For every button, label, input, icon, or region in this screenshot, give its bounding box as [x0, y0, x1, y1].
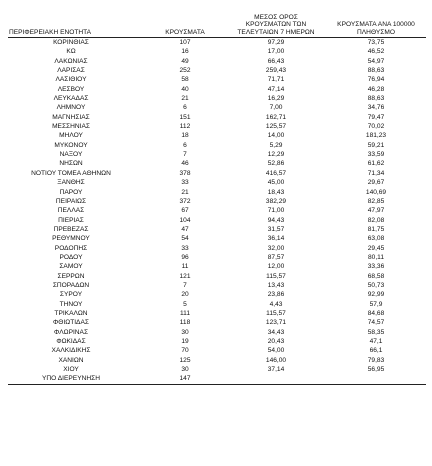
region-cell: ΠΙΕΡΙΑΣ [58, 216, 84, 224]
per100k-cell: 79,83 [367, 356, 385, 364]
table-row [8, 131, 426, 140]
per100k-cell: 181,23 [365, 132, 387, 140]
avg7-cell: 416,57 [265, 169, 287, 177]
header-avg7-line2: ΚΡΟΥΣΜΑΤΩΝ ΤΩΝ [245, 21, 307, 29]
per100k-cell: 29,67 [367, 179, 385, 187]
cases-cell: 372 [179, 197, 191, 205]
per100k-cell: 79,47 [367, 113, 385, 121]
avg7-cell: 23,86 [267, 291, 285, 299]
per100k-cell: 47,97 [367, 207, 385, 215]
per100k-cell: 50,73 [367, 281, 385, 289]
per100k-cell: 33,59 [367, 151, 385, 159]
region-cell: ΤΗΝΟΥ [59, 300, 83, 308]
table-row [8, 346, 426, 355]
region-cell: ΛΕΣΒΟΥ [57, 85, 85, 93]
per100k-cell: 88,63 [367, 95, 385, 103]
avg7-cell: 32,00 [267, 244, 285, 252]
avg7-cell: 14,00 [267, 132, 285, 140]
cases-cell: 46 [181, 160, 189, 168]
table-row [8, 94, 426, 103]
header-cases-label: ΚΡΟΥΣΜΑΤΑ [165, 28, 205, 36]
header-avg7 [226, 0, 326, 38]
per100k-cell: 57,9 [369, 300, 383, 308]
avg7-cell: 17,00 [267, 48, 285, 56]
per100k-cell: 56,95 [367, 366, 385, 374]
region-cell: ΣΕΡΡΩΝ [57, 272, 85, 280]
cases-cell: 111 [179, 309, 191, 317]
table-row [8, 197, 426, 206]
header-per100k-line2: ΠΛΗΘΥΣΜΟ [357, 28, 395, 36]
region-cell: ΠΕΙΡΑΙΩΣ [55, 197, 87, 205]
region-cell: ΣΥΡΟΥ [59, 291, 83, 299]
region-cell: ΦΩΚΙΔΑΣ [56, 338, 86, 345]
table-row [8, 113, 426, 122]
table-row [8, 75, 426, 84]
region-cell: ΜΕΣΣΗΝΙΑΣ [52, 123, 90, 131]
table-row [8, 281, 426, 290]
avg7-cell: 13,43 [267, 281, 285, 289]
avg7-cell: 47,14 [267, 85, 285, 93]
per100k-cell: 46,28 [367, 85, 385, 93]
region-cell: ΤΡΙΚΑΛΩΝ [54, 309, 88, 317]
avg7-cell: 115,57 [266, 309, 286, 317]
header-per100k [326, 0, 426, 38]
per100k-cell: 63,08 [367, 235, 385, 243]
region-cell: ΝΑΞΟΥ [59, 151, 83, 159]
cases-table [8, 0, 426, 385]
avg7-cell: 37,14 [267, 366, 285, 374]
region-cell: ΣΠΟΡΑΔΩΝ [52, 281, 90, 289]
region-cell: ΧΑΛΚΙΔΙΚΗΣ [51, 347, 91, 355]
header-region [8, 0, 144, 38]
table-row [8, 66, 426, 75]
table-header [8, 0, 426, 38]
cases-cell: 58 [181, 76, 189, 84]
cases-cell: 70 [181, 347, 189, 355]
region-cell: ΝΗΣΩΝ [59, 160, 83, 168]
cases-cell: 378 [179, 169, 191, 177]
cases-cell: 6 [183, 104, 187, 112]
avg7-cell: 71,71 [267, 76, 285, 84]
table-row [8, 206, 426, 215]
table-row [8, 244, 426, 253]
per100k-cell: 84,68 [367, 309, 385, 317]
table-row [8, 38, 426, 48]
cases-cell: 107 [179, 39, 191, 46]
per100k-cell: 33,36 [367, 263, 385, 271]
header-region-label: ΠΕΡΙΦΕΡΕΙΑΚΗ ΕΝΟΤΗΤΑ [9, 28, 92, 36]
cases-cell: 96 [181, 253, 189, 261]
avg7-cell: 45,00 [267, 179, 285, 187]
region-cell: ΞΑΝΘΗΣ [57, 179, 85, 187]
region-cell: ΛΑΡΙΣΑΣ [57, 67, 85, 75]
region-cell: ΛΕΥΚΑΔΑΣ [53, 95, 89, 103]
per100k-cell: 82,85 [367, 197, 385, 205]
region-cell: ΛΑΣΙΘΙΟΥ [55, 76, 87, 84]
table-row [8, 272, 426, 281]
region-cell: ΜΥΚΟΝΟΥ [54, 141, 88, 149]
cases-cell: 30 [181, 366, 189, 374]
cases-cell: 67 [181, 207, 189, 215]
table-row [8, 169, 426, 178]
region-cell: ΧΙΟΥ [63, 366, 79, 374]
per100k-cell: 76,94 [367, 76, 385, 84]
table-row [8, 374, 426, 384]
cases-cell: 7 [183, 281, 187, 289]
avg7-cell: 34,43 [267, 328, 285, 336]
per100k-cell: 81,75 [367, 225, 385, 233]
header-per100k-line1: ΚΡΟΥΣΜΑΤΑ ΑΝΑ 100000 [337, 21, 415, 29]
per100k-cell: 29,45 [367, 244, 385, 252]
cases-cell: 20 [181, 291, 189, 299]
avg7-cell: 54,00 [267, 347, 285, 355]
table-row [8, 318, 426, 327]
avg7-cell: 97,29 [267, 39, 285, 46]
per100k-cell: 80,11 [367, 253, 384, 261]
avg7-cell: 5,29 [269, 141, 283, 149]
region-cell: ΛΑΚΩΝΙΑΣ [54, 57, 88, 65]
cases-cell: 21 [181, 95, 189, 103]
avg7-cell: 12,29 [267, 151, 285, 159]
avg7-cell: 12,00 [267, 263, 285, 271]
cases-cell: 121 [179, 272, 191, 280]
region-cell: ΧΑΝΙΩΝ [58, 356, 84, 364]
avg7-cell: 123,71 [265, 319, 287, 327]
region-cell: ΚΩ [66, 48, 76, 56]
avg7-cell: 382,29 [265, 197, 287, 205]
table-row [8, 290, 426, 299]
cases-cell: 47 [181, 225, 189, 233]
cases-cell: 151 [179, 113, 191, 121]
cases-cell: 30 [181, 328, 189, 336]
per100k-cell: 47,1 [369, 338, 383, 345]
header-avg7-line3: ΤΕΛΕΥΤΑΙΩΝ 7 ΗΜΕΡΩΝ [237, 28, 315, 36]
avg7-cell: 18,43 [267, 188, 285, 196]
cases-cell: 6 [183, 141, 187, 149]
table-row [8, 337, 426, 346]
cases-cell: 252 [179, 67, 191, 75]
per100k-cell: 73,75 [367, 39, 385, 46]
per100k-cell: 34,76 [367, 104, 385, 112]
region-cell: ΜΗΛΟΥ [59, 132, 83, 140]
cases-cell: 5 [183, 300, 187, 308]
table-row [8, 365, 426, 374]
cases-cell: 7 [183, 151, 187, 159]
table-row [8, 328, 426, 337]
region-cell: ΚΟΡΙΝΘΙΑΣ [53, 39, 89, 46]
avg7-cell: 7,00 [269, 104, 283, 112]
table-row [8, 57, 426, 66]
cases-cell: 18 [181, 132, 189, 140]
avg7-cell: 162,71 [265, 113, 287, 121]
table-row [8, 216, 426, 225]
per100k-cell: 92,99 [367, 291, 385, 299]
avg7-cell [226, 374, 326, 384]
per100k-cell: 68,58 [367, 272, 385, 280]
per100k-cell: 59,21 [367, 141, 385, 149]
table-row [8, 141, 426, 150]
avg7-cell: 36,14 [267, 235, 285, 243]
table-row [8, 103, 426, 112]
per100k-cell: 71,34 [367, 169, 385, 177]
avg7-cell: 16,29 [267, 95, 285, 103]
table-row [8, 234, 426, 243]
cases-cell: 104 [179, 216, 191, 224]
avg7-cell: 259,43 [265, 67, 287, 75]
region-cell: ΡΕΘΥΜΝΟΥ [52, 235, 90, 243]
region-cell: ΣΑΜΟΥ [59, 263, 83, 271]
cases-cell: 118 [179, 319, 191, 327]
cases-cell: 16 [181, 48, 189, 56]
cases-cell: 112 [179, 123, 191, 131]
avg7-cell: 20,43 [267, 338, 285, 345]
avg7-cell: 71,00 [267, 207, 285, 215]
cases-cell: 147 [144, 374, 226, 384]
cases-cell: 40 [181, 85, 189, 93]
avg7-cell: 52,86 [267, 160, 285, 168]
cases-cell: 21 [181, 188, 189, 196]
table-row [8, 122, 426, 131]
region-cell: ΥΠΟ ΔΙΕΡΕΥΝΗΣΗ [8, 374, 144, 384]
region-cell: ΜΑΓΝΗΣΙΑΣ [52, 113, 90, 121]
avg7-cell: 66,43 [267, 57, 285, 65]
avg7-cell: 31,57 [267, 225, 285, 233]
region-cell: ΡΟΔΟΠΗΣ [54, 244, 88, 252]
table-row [8, 262, 426, 271]
table-row [8, 188, 426, 197]
cases-cell: 33 [181, 244, 189, 252]
per100k-cell: 82,08 [367, 216, 385, 224]
per100k-cell [326, 374, 426, 384]
avg7-cell: 146,00 [265, 356, 287, 364]
avg7-cell: 87,57 [267, 253, 285, 261]
table-row [8, 85, 426, 94]
cases-cell: 49 [181, 57, 189, 65]
region-cell: ΠΕΛΛΑΣ [57, 207, 85, 215]
region-cell: ΠΑΡΟΥ [59, 188, 83, 196]
table-row [8, 159, 426, 168]
per100k-cell: 74,57 [367, 319, 385, 327]
avg7-cell: 115,57 [266, 272, 286, 280]
per100k-cell: 88,63 [367, 67, 385, 75]
table-row [8, 47, 426, 56]
avg7-cell: 94,43 [267, 216, 285, 224]
per100k-cell: 66,1 [369, 347, 383, 355]
per100k-cell: 140,69 [365, 188, 387, 196]
table-row [8, 150, 426, 159]
region-cell: ΡΟΔΟΥ [59, 253, 83, 261]
region-cell: ΝΟΤΙΟΥ ΤΟΜΕΑ ΑΘΗΝΩΝ [31, 169, 111, 177]
per100k-cell: 70,02 [367, 123, 385, 131]
per100k-cell: 54,97 [367, 57, 385, 65]
table-row [8, 178, 426, 187]
table-row [8, 225, 426, 234]
table-row [8, 253, 426, 262]
per100k-cell: 46,52 [367, 48, 385, 56]
per100k-cell: 58,35 [367, 328, 385, 336]
header-avg7-line1: ΜΕΣΟΣ ΟΡΟΣ [254, 13, 298, 21]
region-cell: ΦΛΩΡΙΝΑΣ [53, 328, 89, 336]
avg7-cell: 125,57 [265, 123, 287, 131]
table-body [8, 38, 426, 385]
region-cell: ΠΡΕΒΕΖΑΣ [53, 225, 89, 233]
region-cell: ΦΘΙΩΤΙΔΑΣ [53, 319, 89, 327]
cases-cell: 54 [181, 235, 189, 243]
table-row [8, 300, 426, 309]
cases-cell: 125 [179, 356, 191, 364]
avg7-cell: 4,43 [269, 300, 283, 308]
cases-cell: 19 [181, 338, 189, 345]
table-row [8, 309, 426, 318]
table-row [8, 356, 426, 365]
header-row [8, 0, 426, 38]
per100k-cell: 61,62 [367, 160, 385, 168]
cases-cell: 11 [181, 263, 189, 271]
cases-cell: 33 [181, 179, 189, 187]
region-cell: ΛΗΜΝΟΥ [56, 104, 86, 112]
header-cases [144, 0, 226, 38]
